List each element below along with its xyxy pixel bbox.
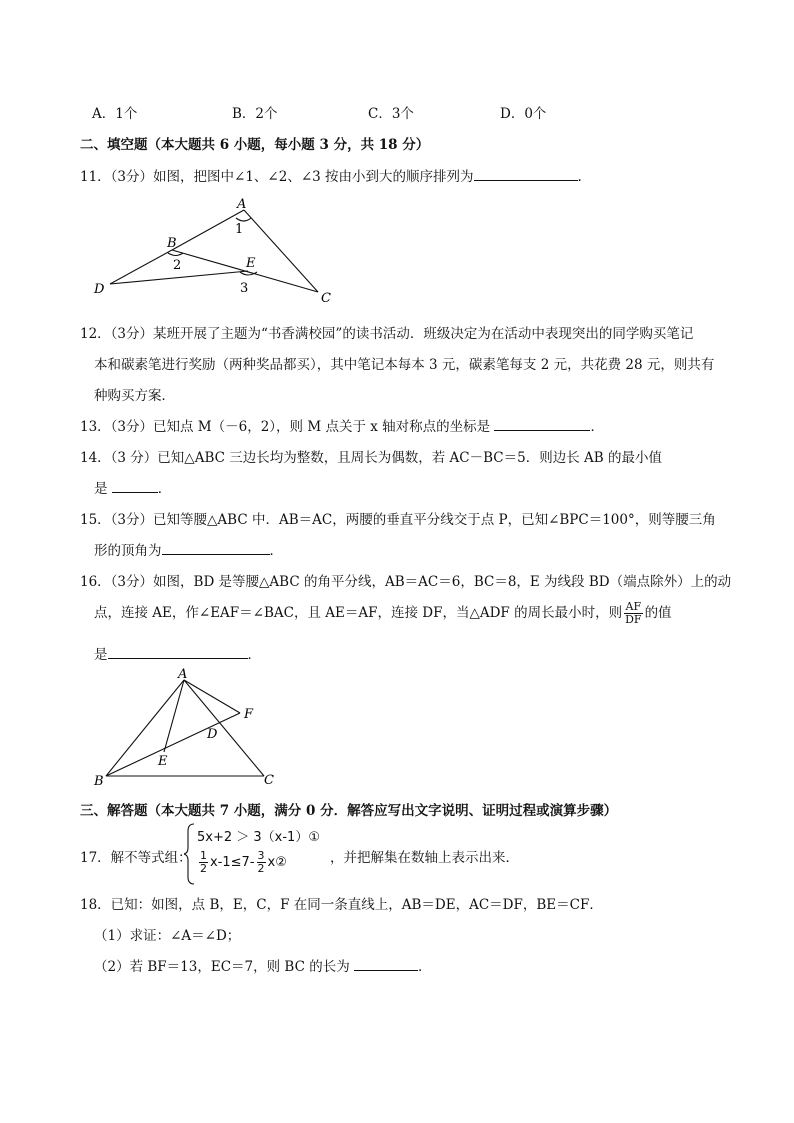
q12-line1: 12．（3分）某班开展了主题为“书香满校园”的读书活动．班级决定为在活动中表现突出的同学购买笔记 xyxy=(80,326,694,342)
q15-line2-start: 形的顶角为 xyxy=(94,543,162,559)
option-d: D．0个 xyxy=(500,106,547,122)
q18-line1: 18．已知：如图，点 B，E，C，F 在同一条直线上，AB＝DE，AC＝DF，BE＝CF． xyxy=(80,897,603,913)
q11-label-c: C xyxy=(321,291,331,306)
q17-frac-b-num: 3 xyxy=(257,849,265,862)
q11-label-b: B xyxy=(167,236,177,251)
q15-line2-end: ． xyxy=(269,543,283,559)
q11-label-angle3: 3 xyxy=(240,281,249,296)
q12-line2: 本和碳素笔进行奖励（两种奖品都买），其中笔记本每本 3 元，碳素笔每支 2 元，共花费 28 元，则共有 xyxy=(94,357,715,373)
q11-angle2-arc xyxy=(168,253,183,256)
q17-ineq2-end: x② xyxy=(267,855,287,870)
q11-label-angle1: 1 xyxy=(235,222,244,237)
q14-line2-end: ． xyxy=(157,481,172,497)
q11-end: . xyxy=(577,169,582,185)
q18-part2 xyxy=(94,955,432,975)
q16-line2-text: 点，连接 AE，作∠EAF＝∠BAC，且 AE＝AF，连接 DF，当△ADF 的周长最小时，则 xyxy=(94,605,623,621)
q18-part2-text: （2）若 BF＝13，EC＝7，则 BC 的长为 xyxy=(94,959,350,975)
q14-line2-start: 是 xyxy=(94,481,108,497)
q16-label-b: B xyxy=(94,774,104,789)
q18-part2-end: ． xyxy=(418,959,432,975)
q16-line2-end: 的值 xyxy=(644,605,672,621)
q17-inequality-2 xyxy=(197,850,287,875)
q17-frac-a-num: 1 xyxy=(200,849,207,862)
q15-line2 xyxy=(94,539,283,559)
q16-frac-den: DF xyxy=(625,613,642,626)
q16-line1: 16．（3分）如图，BD 是等腰△ABC 的角平分线，AB＝AC＝6，BC＝8，E 为线段 BD（端点除外）上的动 xyxy=(80,574,732,590)
q16-line3 xyxy=(94,643,261,663)
q17-brace xyxy=(184,822,196,886)
q15-answer-blank xyxy=(162,541,270,555)
q11-text: 11．（3分）如图，把图中∠1、∠2、∠3 按由小到大的顺序排列为 xyxy=(80,169,474,185)
q14-answer-blank xyxy=(112,479,158,493)
question-13 xyxy=(80,415,604,435)
q16-figure xyxy=(88,666,288,790)
q11-line-ab xyxy=(172,210,244,250)
q16-label-c: C xyxy=(264,773,274,788)
q17-tail: ，并把解集在数轴上表示出来． xyxy=(330,850,519,866)
option-b: B．2个 xyxy=(232,106,278,122)
q13-text: 13．（3分）已知点 M（－6，2），则 M 点关于 x 轴对称点的坐标是 xyxy=(80,419,491,435)
q17-frac-a-den: 2 xyxy=(200,862,207,875)
q17-frac-a xyxy=(199,850,208,875)
q11-label-d: D xyxy=(94,282,105,297)
q16-line-bf xyxy=(106,713,240,776)
q17-frac-b-den: 2 xyxy=(257,862,265,875)
q15-line1: 15．（3分）已知等腰△ABC 中．AB＝AC，两腰的垂直平分线交于点 P，已知∠BPC＝100°，则等腰三角 xyxy=(80,512,716,528)
q16-line-ac xyxy=(184,680,264,776)
q16-label-d: D xyxy=(207,727,218,742)
question-11 xyxy=(80,165,582,185)
q11-label-e: E xyxy=(246,256,256,271)
q11-line-ac xyxy=(244,210,318,292)
q16-frac-num: AF xyxy=(625,600,642,613)
section-2-title: 二、填空题（本大题共 6 小题，每小题 3 分，共 18 分） xyxy=(80,137,430,153)
q13-answer-blank xyxy=(494,417,590,431)
q16-label-a: A xyxy=(178,667,188,682)
q14-line2 xyxy=(94,477,171,497)
q17-label: 17．解不等式组： xyxy=(80,850,192,866)
q16-fraction xyxy=(624,601,642,626)
q11-angle1-arc xyxy=(236,218,251,221)
q16-label-e: E xyxy=(158,754,168,769)
q16-line2 xyxy=(94,601,672,626)
q13-end: ． xyxy=(590,419,604,435)
option-a: A．1个 xyxy=(92,106,138,122)
q16-line-ab xyxy=(106,680,184,776)
q11-label-angle2: 2 xyxy=(173,258,182,273)
option-c: C．3个 xyxy=(368,106,414,122)
q14-line1: 14．（3 分）已知△ABC 三边长均为整数，且周长为偶数，若 AC－BC＝5．则边长 AB 的最小值 xyxy=(80,450,662,466)
q11-figure xyxy=(90,196,340,308)
q12-line3: 种购买方案． xyxy=(94,388,175,404)
q18-answer-blank xyxy=(354,957,418,971)
q17-frac-b xyxy=(257,850,266,875)
q17-inequality-1: 5x+2 ＞ 3（x-1）① xyxy=(197,830,320,845)
q11-answer-blank xyxy=(474,167,578,181)
q16-answer-blank xyxy=(108,645,248,659)
q16-line-af xyxy=(184,680,240,713)
q11-label-a: A xyxy=(237,197,247,212)
section-3-title: 三、解答题（本大题共 7 小题，满分 0 分．解答应写出文字说明、证明过程或演算步骤） xyxy=(80,803,618,819)
q16-line3-start: 是 xyxy=(94,647,108,663)
q16-label-f: F xyxy=(244,707,254,722)
q17-ineq2-mid: x-1≤7- xyxy=(210,855,255,870)
q18-part1: （1）求证：∠A＝∠D； xyxy=(94,928,241,944)
q16-line3-end: ． xyxy=(247,647,261,663)
